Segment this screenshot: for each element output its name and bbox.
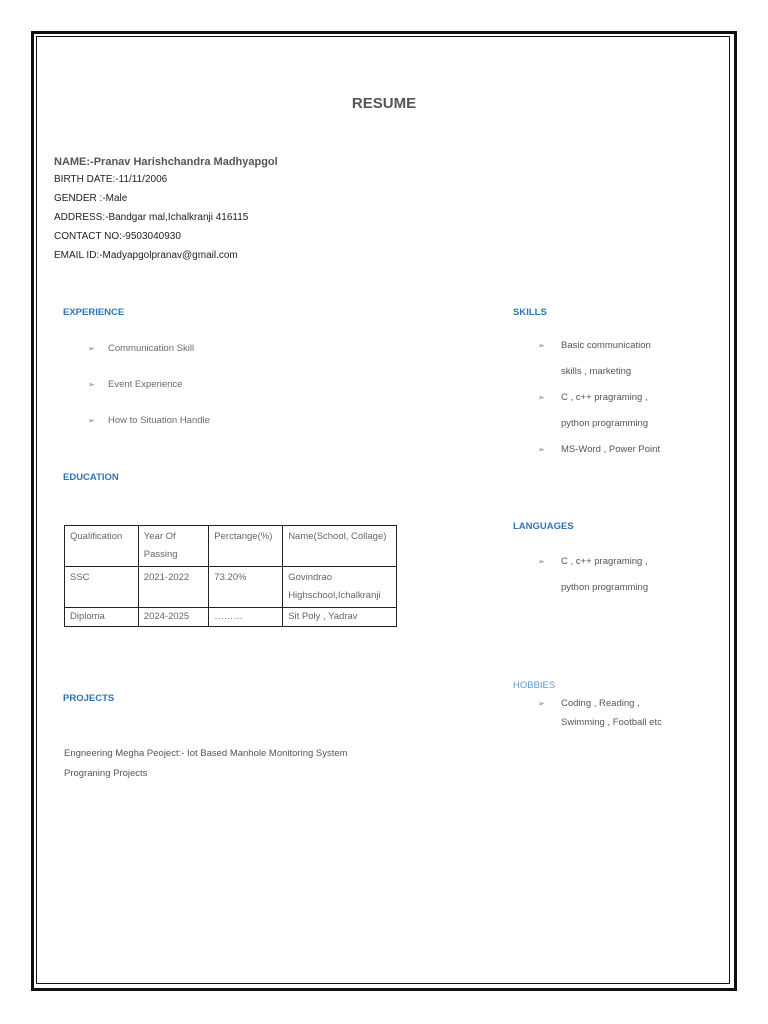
table-cell: 73.20%: [209, 567, 283, 608]
project-line: Engneering Megha Peoject:- Iot Based Manhole Monitoring System: [64, 748, 348, 759]
skills-item: MS-Word , Power Point: [561, 444, 661, 455]
bullet-arrow-icon: ➢: [538, 341, 545, 350]
education-heading: EDUCATION: [63, 472, 119, 483]
table-cell: Diploma: [65, 608, 139, 627]
table-cell: Govindrao Highschool,Ichalkranji: [283, 567, 397, 608]
bullet-arrow-icon: ➢: [88, 416, 95, 425]
bullet-arrow-icon: ➢: [88, 344, 95, 353]
experience-item: Event Experience: [108, 379, 183, 390]
personal-birth-date: BIRTH DATE:-11/11/2006: [54, 174, 168, 185]
skills-heading: SKILLS: [513, 307, 547, 318]
bullet-arrow-icon: ➢: [538, 557, 545, 566]
skills-item: C , c++ pragraming ,: [561, 392, 648, 403]
hobbies-heading: HOBBIES: [513, 680, 556, 691]
languages-item: C , c++ pragraming ,: [561, 556, 648, 567]
hobbies-item-continued: Swimming , Football etc: [561, 717, 662, 728]
bullet-arrow-icon: ➢: [538, 445, 545, 454]
table-row: [65, 608, 397, 627]
skills-item-continued: python programming: [561, 418, 649, 429]
skills-item-continued: skills , marketing: [561, 366, 632, 377]
table-row: [65, 567, 397, 608]
personal-name: NAME:-Pranav Harishchandra Madhyapgol: [54, 156, 278, 168]
hobbies-item: Coding , Reading ,: [561, 698, 640, 709]
project-line: Prograning Projects: [64, 768, 148, 779]
table-cell: Sit Poly , Yadrav: [283, 608, 397, 627]
personal-address: ADDRESS:-Bandgar mal,Ichalkranji 416115: [54, 212, 249, 223]
table-cell: ………: [209, 608, 283, 627]
languages-heading: LANGUAGES: [513, 521, 574, 532]
table-cell: SSC: [65, 567, 139, 608]
table-cell: 2021-2022: [138, 567, 209, 608]
table-header-cell: Qualification: [65, 526, 139, 567]
bullet-arrow-icon: ➢: [538, 699, 545, 708]
languages-item-continued: python programming: [561, 582, 649, 593]
table-header-cell: Perctange(%): [209, 526, 283, 567]
table-header-row: [65, 526, 397, 567]
personal-email: EMAIL ID:-Madyapgolpranav@gmail.com: [54, 250, 238, 261]
education-table: [64, 525, 397, 627]
projects-heading: PROJECTS: [63, 693, 115, 704]
personal-gender: GENDER :-Male: [54, 193, 128, 204]
experience-item: Communication Skill: [108, 343, 195, 354]
table-header-cell: Name(School, Collage): [283, 526, 397, 567]
table-header-cell: Year Of Passing: [138, 526, 209, 567]
table-cell: 2024-2025: [138, 608, 209, 627]
bullet-arrow-icon: ➢: [88, 380, 95, 389]
personal-contact: CONTACT NO:-9503040930: [54, 231, 181, 242]
bullet-arrow-icon: ➢: [538, 393, 545, 402]
resume-title: RESUME: [351, 95, 417, 112]
experience-heading: EXPERIENCE: [63, 307, 125, 318]
skills-item: Basic communication: [561, 340, 651, 351]
experience-item: How to Situation Handle: [108, 415, 210, 426]
